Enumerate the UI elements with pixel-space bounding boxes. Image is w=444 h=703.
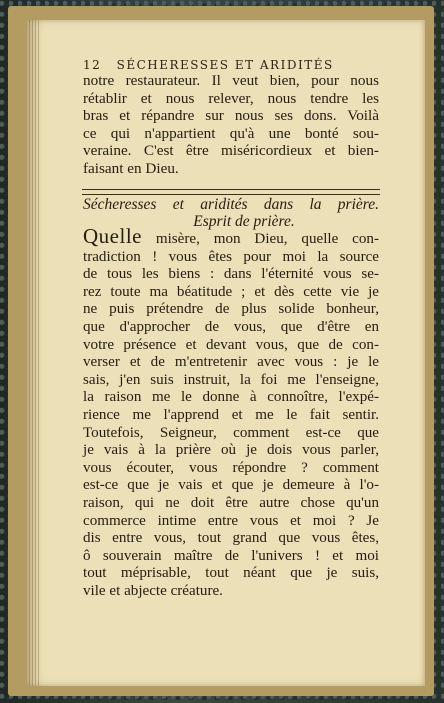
text-line: que d'approcher de vous, que d'être en — [83, 318, 379, 335]
text-line: ce qui n'appartient qu'à une bonté sou- — [83, 124, 379, 142]
text-line: tradiction ! vous êtes pour moi la source — [83, 248, 379, 265]
text-line: est-ce que je vais et que je demeure à l'o- — [83, 477, 379, 494]
text-line: ô souverain maître de l'univers ! et moi — [83, 547, 379, 564]
text-line: veraine. C'est être miséricordieux et bien- — [83, 142, 379, 160]
text-line: rétablir et nous relever, nous tendre les — [83, 89, 379, 107]
page-gutter — [29, 20, 39, 686]
section-divider — [82, 189, 380, 195]
text-line: verser et de m'entretenir avec vous : je le — [83, 354, 379, 371]
text-line: ne puis prétendre de plus solide bonheur, — [83, 301, 379, 318]
paragraph-main — [83, 224, 379, 600]
text-line: sais, j'en suis instruit, la foi me l'enseigne, — [83, 371, 379, 388]
text-line: la raison me le donne à connoître, l'expé- — [83, 389, 379, 406]
page-number: 12 — [83, 58, 102, 72]
text-line: rez toute ma béatitude ; et dès cette vie je — [83, 283, 379, 300]
text-line: commerce intime entre vous et moi ? Je — [83, 512, 379, 529]
section-title-line-2: Esprit de prière. — [193, 213, 295, 230]
text-line: de tous les biens : dans l'éternité vous se- — [83, 266, 379, 283]
running-header — [83, 58, 373, 72]
text-line: tout méprisable, tout néant que je suis, — [83, 565, 379, 582]
drop-cap-word: Quelle — [83, 224, 142, 248]
text-line: vile et abjecte créature. — [83, 582, 223, 599]
running-title: SÉCHERESSES ET ARIDITÉS — [116, 58, 334, 72]
section-title-line-1: Sécheresses et aridités dans la prière. — [83, 196, 379, 213]
text-line: je vais à la prière où je dois vous parler, — [83, 442, 379, 459]
text-line: dis entre vous, tout grand que vous êtes, — [83, 530, 379, 547]
paragraph-continued — [83, 72, 379, 178]
text-line: notre restaurateur. Il veut bien, pour nous — [83, 72, 379, 89]
text-line: rience me l'apprend et me le fait sentir. — [83, 406, 379, 423]
first-line-text: misère, mon Dieu, quelle con- — [141, 231, 379, 247]
text-line: vous écouter, vous répondre ? comment — [83, 459, 379, 476]
text-line: faisant en Dieu. — [83, 159, 179, 177]
text-line: Toutefois, Seigneur, comment est-ce que — [83, 424, 379, 441]
text-line: bras et répandre sur nous ses dons. Voilà — [83, 107, 379, 125]
first-line — [83, 224, 379, 249]
text-line: raison, qui ne doit être autre chose qu'un — [83, 494, 379, 511]
text-line: votre présence et devant vous, que de con- — [83, 336, 379, 353]
